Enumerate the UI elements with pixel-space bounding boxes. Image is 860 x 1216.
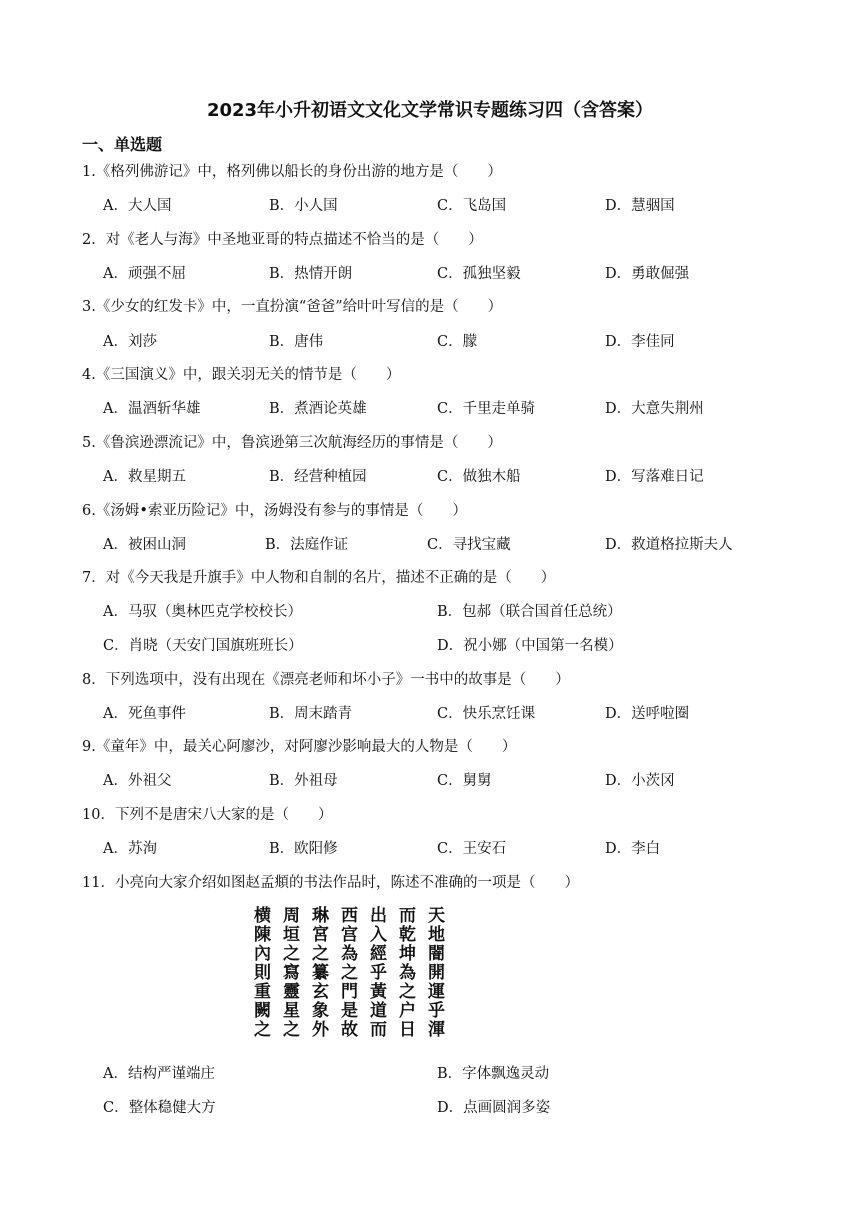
calligraphy-column-4: 西宫為之門是故 [337, 906, 357, 1039]
q11-option-a[interactable]: A．结构严谨端庄 [103, 1066, 215, 1082]
q9-option-c[interactable]: C．舅舅 [437, 773, 492, 789]
q7-option-d[interactable]: D．祝小娜（中国第一名模） [437, 638, 623, 654]
q6-option-b[interactable]: B．法庭作证 [265, 537, 349, 553]
calligraphy-column-1: 天地闇開運乎渾 [424, 906, 444, 1039]
q11-option-d[interactable]: D．点画圆润多姿 [437, 1100, 551, 1116]
q3-option-b[interactable]: B．唐伟 [269, 334, 324, 350]
question-6: 6.《汤姆•索亚历险记》中，汤姆没有参与的事情是（ ） [82, 503, 467, 519]
question-1: 1.《格列佛游记》中，格列佛以船长的身份出游的地方是（ ） [82, 164, 502, 180]
q8-option-d[interactable]: D．送呼啦圈 [605, 706, 690, 722]
q4-option-b[interactable]: B．煮酒论英雄 [269, 401, 367, 417]
calligraphy-column-2: 而乾坤為之户日 [395, 906, 415, 1039]
question-4: 4.《三国演义》中，跟关羽无关的情节是（ ） [82, 367, 401, 383]
q5-option-d[interactable]: D．写落难日记 [605, 469, 704, 485]
q6-option-d[interactable]: D．救道格拉斯夫人 [605, 537, 733, 553]
q10-option-b[interactable]: B．欧阳修 [269, 841, 338, 857]
q8-option-a[interactable]: A．死鱼事件 [103, 706, 186, 722]
q7-option-c[interactable]: C．肖晓（天安门国旗班班长） [103, 638, 303, 654]
q4-option-a[interactable]: A．温酒斩华雄 [103, 401, 201, 417]
calligraphy-column-6: 周垣之寫靈星之 [279, 906, 299, 1039]
q7-option-a[interactable]: A．马驭（奥林匹克学校校长） [103, 604, 302, 620]
q8-option-c[interactable]: C．快乐烹饪课 [437, 706, 536, 722]
question-2: 2．对《老人与海》中圣地亚哥的特点描述不恰当的是（ ） [82, 232, 483, 248]
q5-option-b[interactable]: B．经营种植园 [269, 469, 367, 485]
q5-option-a[interactable]: A．救星期五 [103, 469, 186, 485]
q4-option-d[interactable]: D．大意失荆州 [605, 401, 704, 417]
q1-option-d[interactable]: D．慧骃国 [605, 198, 675, 214]
q4-option-c[interactable]: C．千里走单骑 [437, 401, 536, 417]
q1-option-b[interactable]: B．小人国 [269, 198, 338, 214]
question-3: 3.《少女的红发卡》中，一直扮演“爸爸”给叶叶写信的是（ ） [82, 299, 503, 315]
question-7: 7．对《今天我是升旗手》中人物和自制的名片，描述不正确的是（ ） [82, 570, 556, 586]
q8-option-b[interactable]: B．周末踏青 [269, 706, 353, 722]
q1-option-a[interactable]: A．大人国 [103, 198, 172, 214]
q10-option-a[interactable]: A．苏洵 [103, 841, 157, 857]
q10-option-c[interactable]: C．王安石 [437, 841, 507, 857]
q2-option-a[interactable]: A．顽强不屈 [103, 266, 186, 282]
section-heading: 一、单选题 [82, 135, 163, 154]
question-8: 8．下列选项中，没有出现在《漂亮老师和坏小子》一书中的故事是（ ） [82, 672, 570, 688]
calligraphy-column-3: 出入經乎黃道而 [366, 906, 386, 1039]
question-11: 11．小亮向大家介绍如图赵孟頫的书法作品时，陈述不准确的一项是（ ） [82, 875, 579, 891]
q11-option-b[interactable]: B．字体飘逸灵动 [437, 1066, 550, 1082]
q2-option-c[interactable]: C．孤独坚毅 [437, 266, 521, 282]
calligraphy-column-7: 横陳內則重闕之 [250, 906, 270, 1039]
q3-option-c[interactable]: C．朦 [437, 334, 478, 350]
calligraphy-image [246, 900, 456, 1048]
q7-option-b[interactable]: B．包郝（联合国首任总统） [437, 604, 622, 620]
page-title: 2023年小升初语文文化文学常识专题练习四（含答案） [206, 100, 654, 121]
q10-option-d[interactable]: D．李白 [605, 841, 661, 857]
calligraphy-column-5: 琳宮之纂玄象外 [308, 906, 328, 1039]
q9-option-d[interactable]: D．小茨冈 [605, 773, 675, 789]
q3-option-d[interactable]: D．李佳同 [605, 334, 675, 350]
question-5: 5.《鲁滨逊漂流记》中，鲁滨逊第三次航海经历的事情是（ ） [82, 435, 502, 451]
q6-option-c[interactable]: C．寻找宝藏 [427, 537, 511, 553]
question-9: 9.《童年》中，最关心阿廖沙，对阿廖沙影响最大的人物是（ ） [82, 739, 517, 755]
q2-option-d[interactable]: D．勇敢倔强 [605, 266, 690, 282]
q5-option-c[interactable]: C．做独木船 [437, 469, 521, 485]
q1-option-c[interactable]: C．飞岛国 [437, 198, 507, 214]
question-10: 10．下列不是唐宋八大家的是（ ） [82, 807, 333, 823]
q9-option-a[interactable]: A．外祖父 [103, 773, 172, 789]
q2-option-b[interactable]: B．热情开朗 [269, 266, 353, 282]
q9-option-b[interactable]: B．外祖母 [269, 773, 338, 789]
q11-option-c[interactable]: C．整体稳健大方 [103, 1100, 216, 1116]
q6-option-a[interactable]: A．被困山洞 [103, 537, 186, 553]
q3-option-a[interactable]: A．刘莎 [103, 334, 157, 350]
